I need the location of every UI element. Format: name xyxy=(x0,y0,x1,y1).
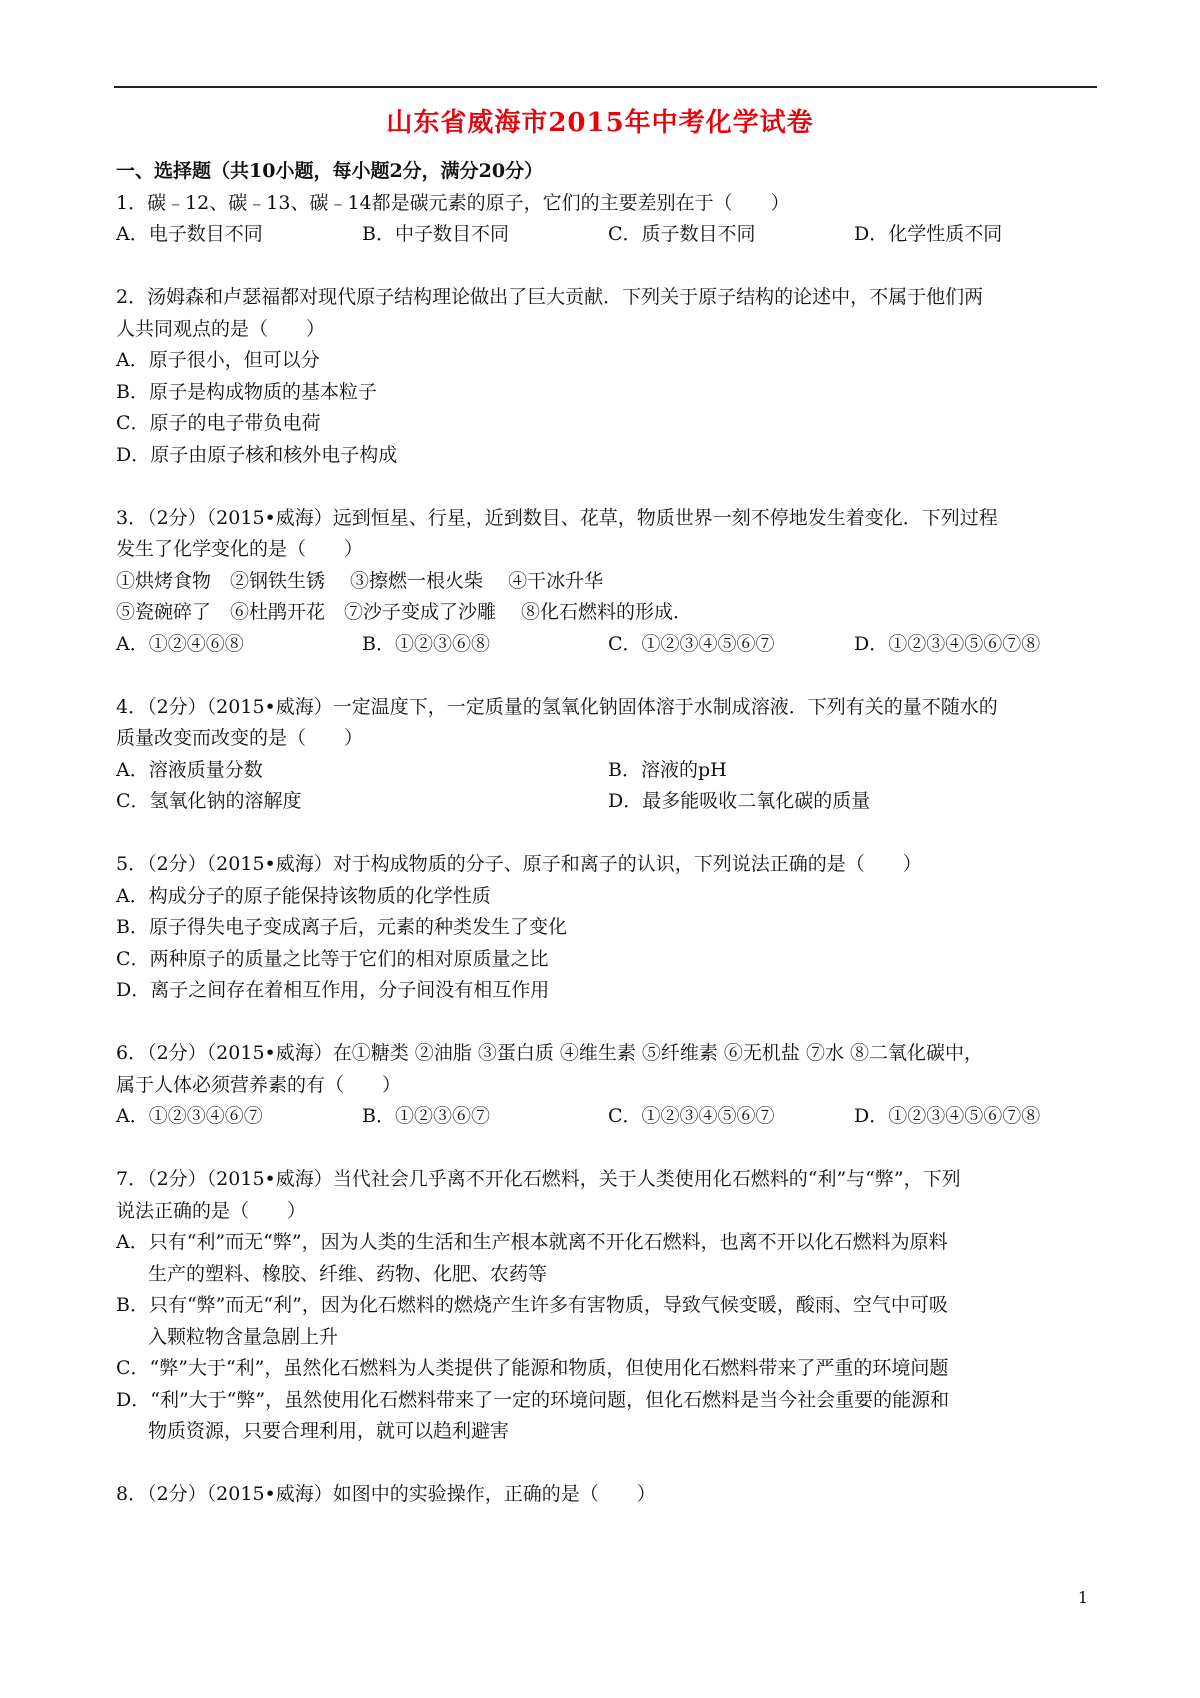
exam-content xyxy=(116,156,1100,1511)
question-8-stem: 8．（2分）（2015•威海）如图中的实验操作，正确的是（ ） xyxy=(116,1483,656,1505)
option-c: C．两种原子的质量之比等于它们的相对原质量之比 xyxy=(116,947,549,970)
option-c: C．①②③④⑤⑥⑦ xyxy=(608,1105,775,1127)
option-a-line2: 生产的塑料、橡胶、纤维、药物、化肥、农药等 xyxy=(148,1262,548,1285)
question-3-stem-line2: 发生了化学变化的是（ ） xyxy=(116,538,364,560)
option-a: A．构成分子的原子能保持该物质的化学性质 xyxy=(116,884,491,907)
option-b: B．①②③⑥⑧ xyxy=(362,632,490,655)
question-6-stem-line2: 属于人体必须营养素的有（ ） xyxy=(116,1073,402,1096)
question-4-stem-line2: 质量改变而改变的是（ ） xyxy=(116,727,364,749)
option-d: D．原子由原子核和核外电子构成 xyxy=(116,443,398,466)
option-d: D．①②③④⑤⑥⑦⑧ xyxy=(854,1105,1041,1127)
option-a: A．原子很小，但可以分 xyxy=(116,349,320,371)
option-c: C．①②③④⑤⑥⑦ xyxy=(608,632,775,655)
option-a: A．溶液质量分数 xyxy=(116,758,263,781)
question-7-stem-line2: 说法正确的是（ ） xyxy=(116,1199,307,1222)
question-6-stem-line1: 6．（2分）（2015•威海）在①糖类 ②油脂 ③蛋白质 ④维生素 ⑤纤维素 ⑥无机盐 ⑦水 ⑧二氧化碳中， xyxy=(116,1042,984,1064)
question-4-options-row1 xyxy=(116,755,1100,787)
question-2-stem-line2: 人共同观点的是（ ） xyxy=(116,317,326,340)
option-d: D．离子之间存在着相互作用，分子间没有相互作用 xyxy=(116,979,550,1001)
question-7-stem-line1: 7．（2分）（2015•威海）当代社会几乎离不开化石燃料，关于人类使用化石燃料的“利”与“弊”，下列 xyxy=(116,1168,961,1190)
option-c: C．“弊”大于“利”，虽然化石燃料为人类提供了能源和物质，但使用化石燃料带来了严重的环境问题 xyxy=(116,1357,949,1379)
option-c: C．氢氧化钠的溶解度 xyxy=(116,790,302,812)
option-b-line2: 入颗粒物含量急剧上升 xyxy=(148,1325,339,1348)
header-rule xyxy=(114,86,1097,88)
option-b-line1: B．只有“弊”而无“利”，因为化石燃料的燃烧产生许多有害物质，导致气候变暖，酸雨、空气中可吸 xyxy=(116,1294,948,1316)
question-1-options xyxy=(116,219,1100,251)
option-a: A．①②④⑥⑧ xyxy=(116,632,244,655)
question-3-items-line1: ①烘烤食物 ②钢铁生锈 ③擦燃一根火柴 ④干冰升华 xyxy=(116,569,604,592)
option-b: B．中子数目不同 xyxy=(362,223,509,245)
option-b: B．①②③⑥⑦ xyxy=(362,1105,490,1127)
question-6-options xyxy=(116,1101,1100,1133)
option-c: C．质子数目不同 xyxy=(608,223,756,245)
page-number: 1 xyxy=(1077,1588,1088,1607)
option-c: C．原子的电子带负电荷 xyxy=(116,412,321,434)
question-1-stem: 1．碳﹣12、碳﹣13、碳﹣14都是碳元素的原子，它们的主要差别在于（ ） xyxy=(116,191,790,214)
question-5-stem: 5．（2分）（2015•威海）对于构成物质的分子、原子和离子的认识，下列说法正确的是（ ） xyxy=(116,853,922,875)
page-title: 山东省威海市2015年中考化学试卷 xyxy=(386,108,814,138)
option-d-line1: D．“利”大于“弊”，虽然使用化石燃料带来了一定的环境问题，但化石燃料是当今社会重要的能源和 xyxy=(116,1388,950,1411)
option-b: B．溶液的pH xyxy=(608,758,727,781)
option-d: D．化学性质不同 xyxy=(854,223,1003,245)
option-a: A．①②③④⑥⑦ xyxy=(116,1105,263,1127)
option-a-line1: A．只有“利”而无“弊”，因为人类的生活和生产根本就离不开化石燃料，也离不开以化石燃料为原料 xyxy=(116,1231,948,1253)
option-d: D．最多能吸收二氧化碳的质量 xyxy=(608,790,871,812)
option-b: B．原子是构成物质的基本粒子 xyxy=(116,380,377,403)
question-2-stem-line1: 2．汤姆森和卢瑟福都对现代原子结构理论做出了巨大贡献．下列关于原子结构的论述中，不属于他们两 xyxy=(116,286,984,308)
option-d-line2: 物质资源，只要合理利用，就可以趋利避害 xyxy=(148,1420,510,1442)
option-d: D．①②③④⑤⑥⑦⑧ xyxy=(854,632,1041,655)
question-4-stem-line1: 4．（2分）（2015•威海）一定温度下，一定质量的氢氧化钠固体溶于水制成溶液．下列有关的量不随水的 xyxy=(116,695,998,718)
option-a: A．电子数目不同 xyxy=(116,223,263,245)
question-3-options xyxy=(116,629,1100,661)
question-3-stem-line1: 3．（2分）（2015•威海）远到恒星、行星，近到数目、花草，物质世界一刻不停地发生着变化．下列过程 xyxy=(116,506,998,529)
question-4-options-row2 xyxy=(116,786,1100,818)
section-heading: 一、选择题（共10小题，每小题2分，满分20分） xyxy=(116,160,544,182)
question-3-items-line2: ⑤瓷碗碎了 ⑥杜鹃开花 ⑦沙子变成了沙雕 ⑧化石燃料的形成． xyxy=(116,601,693,623)
option-b: B．原子得失电子变成离子后，元素的种类发生了变化 xyxy=(116,916,567,938)
